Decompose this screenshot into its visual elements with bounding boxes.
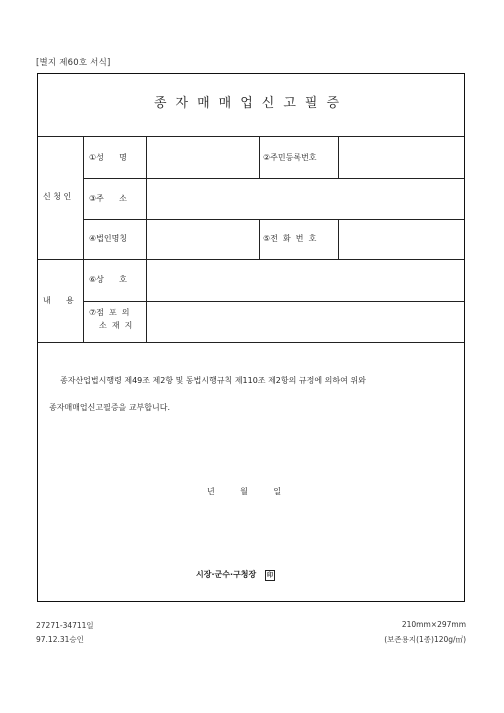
approval-date: 97.12.31승인 [36, 635, 84, 644]
seal-mark: 印 [266, 572, 273, 579]
paper-size: 210mm×297mm [401, 620, 466, 629]
corporation-name-field[interactable] [147, 219, 257, 257]
store-location-field[interactable] [147, 301, 463, 340]
phone-number-label: ⑤전 화 번 호 [263, 234, 317, 243]
address-label: ③주 소 [89, 194, 127, 203]
phone-number-field[interactable] [339, 219, 463, 257]
trade-name-field[interactable] [147, 259, 463, 299]
date-line: 년 월 일 [207, 487, 282, 496]
name-label: ①성 명 [89, 153, 127, 162]
content-section-label: 내 용 [43, 296, 74, 305]
store-location-label: 소 재 지 [99, 321, 133, 330]
form-number-label: [별지 제60호 서식] [36, 58, 111, 68]
signer-title: 시장·군수·구청장 [196, 570, 257, 579]
divider [259, 136, 260, 178]
corporation-name-label: ④법인명칭 [89, 234, 128, 243]
paper-spec: (보존용지(1종)120g/㎡) [384, 635, 466, 644]
trade-name-label: ⑥상 호 [89, 275, 127, 284]
issuance-statement: 종자매매업신고필증을 교부합니다. [49, 403, 171, 412]
name-field[interactable] [147, 137, 257, 177]
divider [83, 136, 84, 342]
store-location-label: ⑦점 포 의 [89, 308, 130, 317]
address-field[interactable] [147, 178, 463, 218]
signer-block [196, 569, 275, 581]
form-approval-number: 27271-34711일 [36, 621, 94, 630]
resident-number-label: ②주민등록번호 [263, 153, 317, 162]
divider [38, 342, 464, 343]
resident-number-field[interactable] [339, 137, 463, 177]
divider [259, 219, 260, 259]
page-title: 종자매매업신고필증 [153, 96, 349, 111]
issuance-statement: 종자산업법시행령 제49조 제2항 및 동법시행규칙 제110조 제2항의 규정에 의하여 위와 [60, 376, 366, 385]
applicant-section-label: 신 청 인 [43, 192, 72, 201]
